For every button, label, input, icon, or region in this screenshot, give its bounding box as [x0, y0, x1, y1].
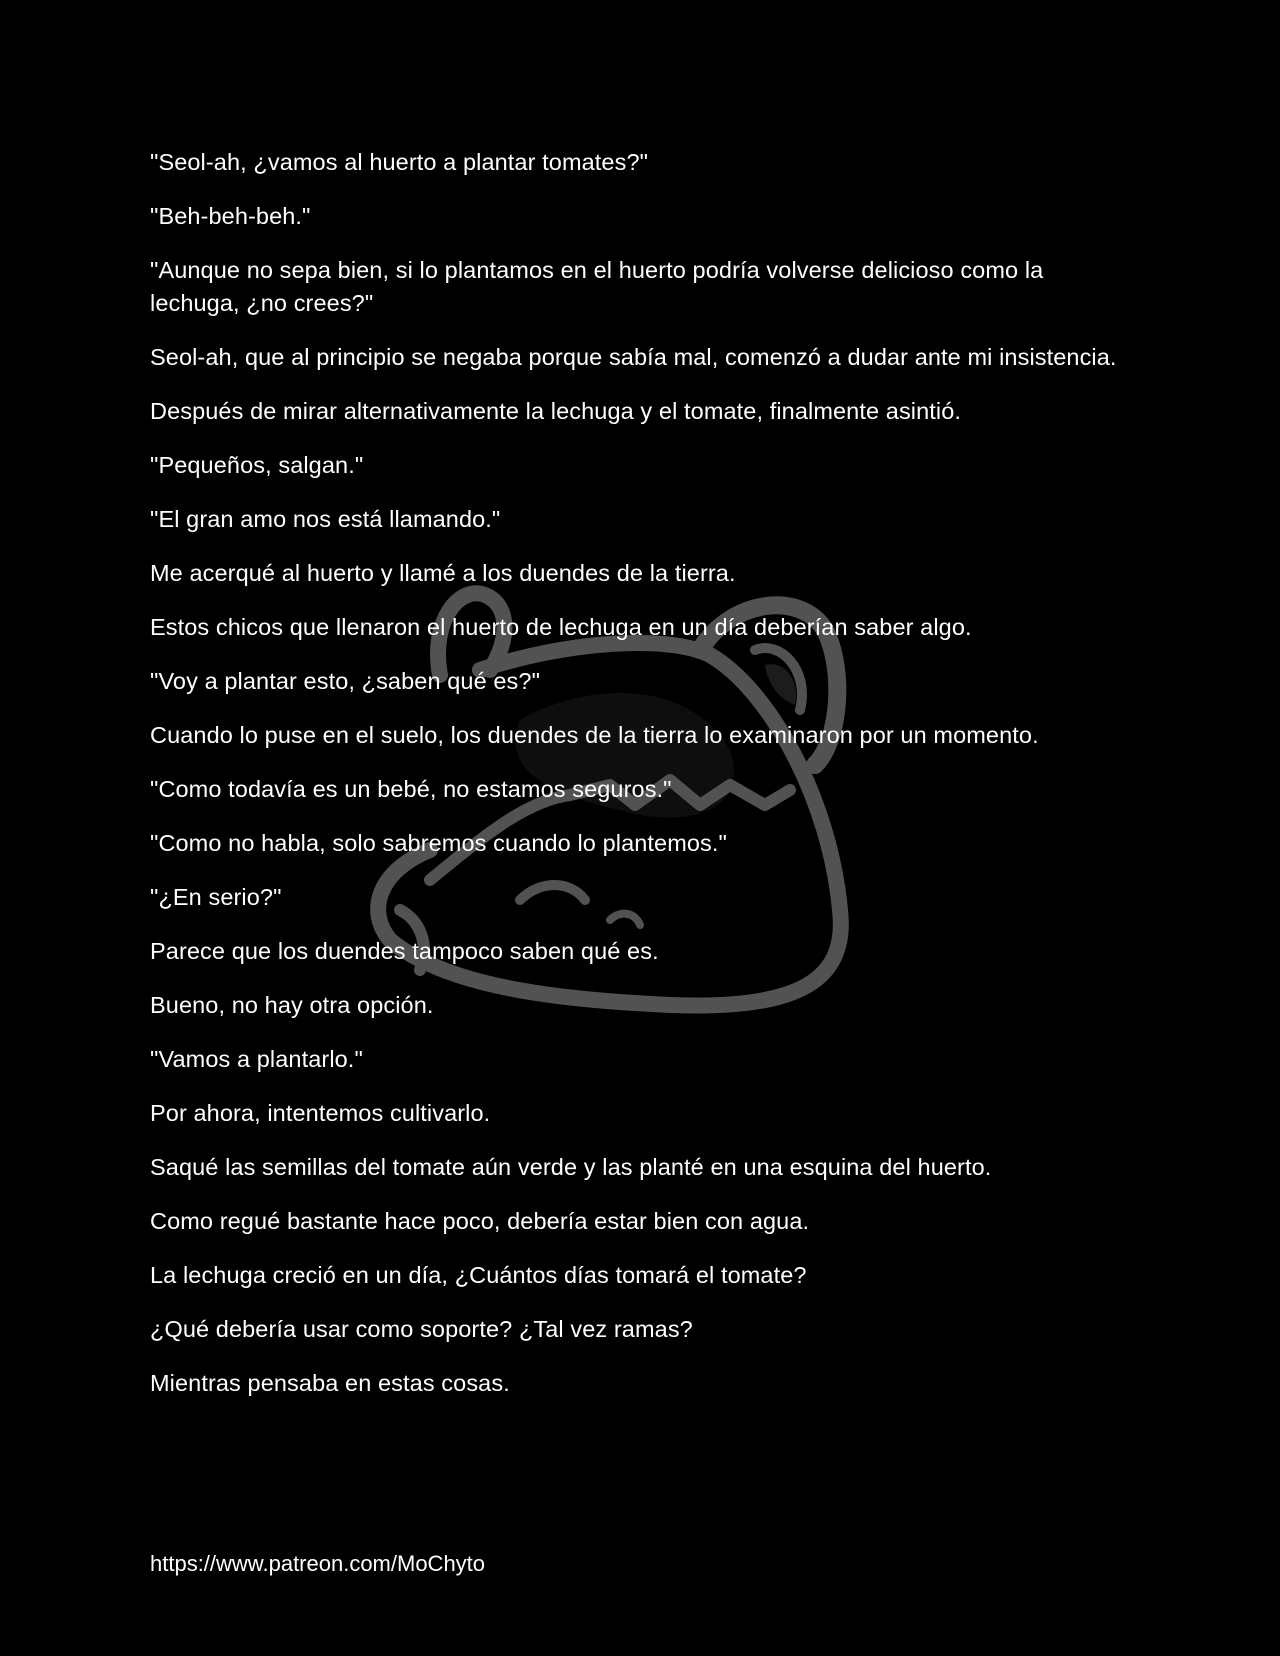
paragraph: Por ahora, intentemos cultivarlo. [150, 1100, 491, 1126]
paragraph: "Pequeños, salgan." [150, 452, 364, 478]
paragraph: Cuando lo puse en el suelo, los duendes de la tierra lo examinaron por un momento. [150, 722, 1039, 748]
paragraph: Después de mirar alternativamente la lechuga y el tomate, finalmente asintió. [150, 398, 962, 424]
paragraph: Mientras pensaba en estas cosas. [150, 1370, 510, 1396]
paragraph: "Como no habla, solo sabremos cuando lo plantemos." [150, 830, 727, 856]
paragraph: "¿En serio?" [150, 884, 282, 910]
paragraph: "El gran amo nos está llamando." [150, 506, 501, 532]
paragraph: Estos chicos que llenaron el huerto de lechuga en un día deberían saber algo. [150, 614, 972, 640]
paragraph: Parece que los duendes tampoco saben qué es. [150, 938, 659, 964]
paragraph: "Voy a plantar esto, ¿saben qué es?" [150, 668, 541, 694]
paragraph: Bueno, no hay otra opción. [150, 992, 434, 1018]
paragraph: Saqué las semillas del tomate aún verde y las planté en una esquina del huerto. [150, 1154, 992, 1180]
paragraph: "Seol-ah, ¿vamos al huerto a plantar tomates?" [150, 149, 649, 175]
paragraph: "Beh-beh-beh." [150, 203, 311, 229]
paragraph: Me acerqué al huerto y llamé a los duendes de la tierra. [150, 560, 736, 586]
paragraph: "Vamos a plantarlo." [150, 1046, 363, 1072]
paragraph: ¿Qué debería usar como soporte? ¿Tal vez ramas? [150, 1316, 693, 1342]
paragraph: "Aunque no sepa bien, si lo plantamos en el huerto podría volverse delicioso como la lechuga, ¿no crees?" [150, 257, 1044, 316]
paragraph: Seol-ah, que al principio se negaba porque sabía mal, comenzó a dudar ante mi insistencia. [150, 344, 1117, 370]
story-text [150, 146, 1130, 1421]
patreon-link[interactable]: https://www.patreon.com/MoChyto [150, 1551, 486, 1576]
paragraph: La lechuga creció en un día, ¿Cuántos días tomará el tomate? [150, 1262, 807, 1288]
paragraph: Como regué bastante hace poco, debería estar bien con agua. [150, 1208, 810, 1234]
paragraph: "Como todavía es un bebé, no estamos seguros." [150, 776, 672, 802]
